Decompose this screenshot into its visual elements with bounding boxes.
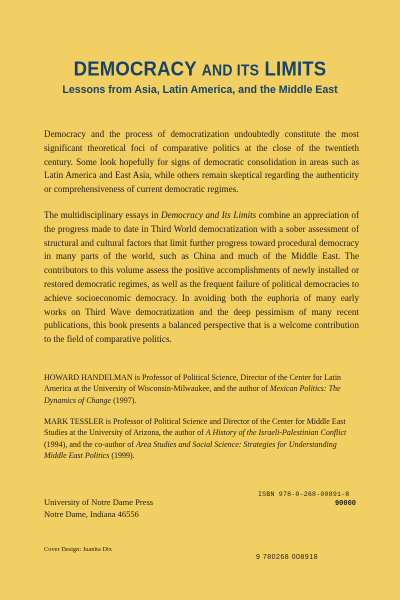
bio-tessler-text: MARK TESSLER is Professor of Political Science and Director of the Center for Middle East Studies at the University of Arizona, the author of <box>44 417 346 438</box>
bio-tessler-book-1: A History of the Israeli-Palestinian Conflict <box>205 428 347 438</box>
cover-design-credit: Cover Design: Juanita Dix <box>44 546 112 553</box>
description-paragraph-1: Democracy and the process of democratization undoubtedly constitute the most significant theoretical foci of comparative politics at the close of the twentieth century. Some look hopefully for signs of democratic consolidation in areas such as Latin America and East Asia, while others remain skeptical regarding the authenticity or comprehensiveness of current democratic regimes. <box>44 129 359 195</box>
addon-barcode-bars <box>332 509 356 555</box>
publisher-city: Notre Dame, Indiana 46556 <box>44 509 139 520</box>
publisher-address <box>44 496 153 520</box>
book-subtitle: Lessons from Asia, Latin America, and the Middle East <box>62 84 338 96</box>
p2-text-start: The multidisciplinary essays in <box>44 210 161 220</box>
description-paragraph-2 <box>44 209 359 347</box>
title-democracy: DEMOCRACY <box>73 56 197 81</box>
bio-handelman <box>44 372 359 406</box>
bio-tessler-year: (1999). <box>109 451 135 461</box>
ean-digits: 9 780268 008918 <box>256 554 318 561</box>
title-limits: LIMITS <box>264 56 327 81</box>
publisher-name: University of Notre Dame Press <box>44 497 154 507</box>
bio-handelman-year: (1997). <box>111 395 137 405</box>
bio-handelman-book: Mexican Politics: The Dynamics of Change <box>44 384 341 405</box>
barcode-bars <box>258 501 330 555</box>
book-title <box>0 57 400 82</box>
bio-tessler-mid: (1994), and the co-author of <box>44 439 136 449</box>
p2-book-title: Democracy and Its Limits <box>160 210 257 220</box>
bio-tessler-book-2: Area Studies and Social Science: Strategies for Understanding Middle East Politics <box>44 439 337 461</box>
isbn-number: ISBN 978-0-268-00891-8 <box>258 491 350 498</box>
title-and-its: AND ITS <box>201 61 260 80</box>
bio-handelman-text: HOWARD HANDELMAN is Professor of Political Science, Director of the Center for Latin America at the University of Wisconsin-Milwaukee, and the author of <box>44 373 342 394</box>
price-code: 90000 <box>334 500 356 508</box>
isbn-barcode <box>254 491 358 573</box>
p2-text-end: combine an appreciation of the progress made to date in Third World democratization with a sober assessment of structural and cultural factors that limit further progress toward procedural democracy in many parts of the world, such as China and much of the Middle East. The contributors to this volume assess the positive accomplishments of newly installed or restored democratic regimes, as well as the frequent failure of political democracies to achieve socioeconomic democracy. In avoiding both the euphoria of many early works on Third Wave democratization and the deep pessimism of many recent publications, this book presents a balanced perspective that is a welcome contribution to the field of comparative politics. <box>44 210 359 345</box>
bio-tessler <box>44 416 359 462</box>
